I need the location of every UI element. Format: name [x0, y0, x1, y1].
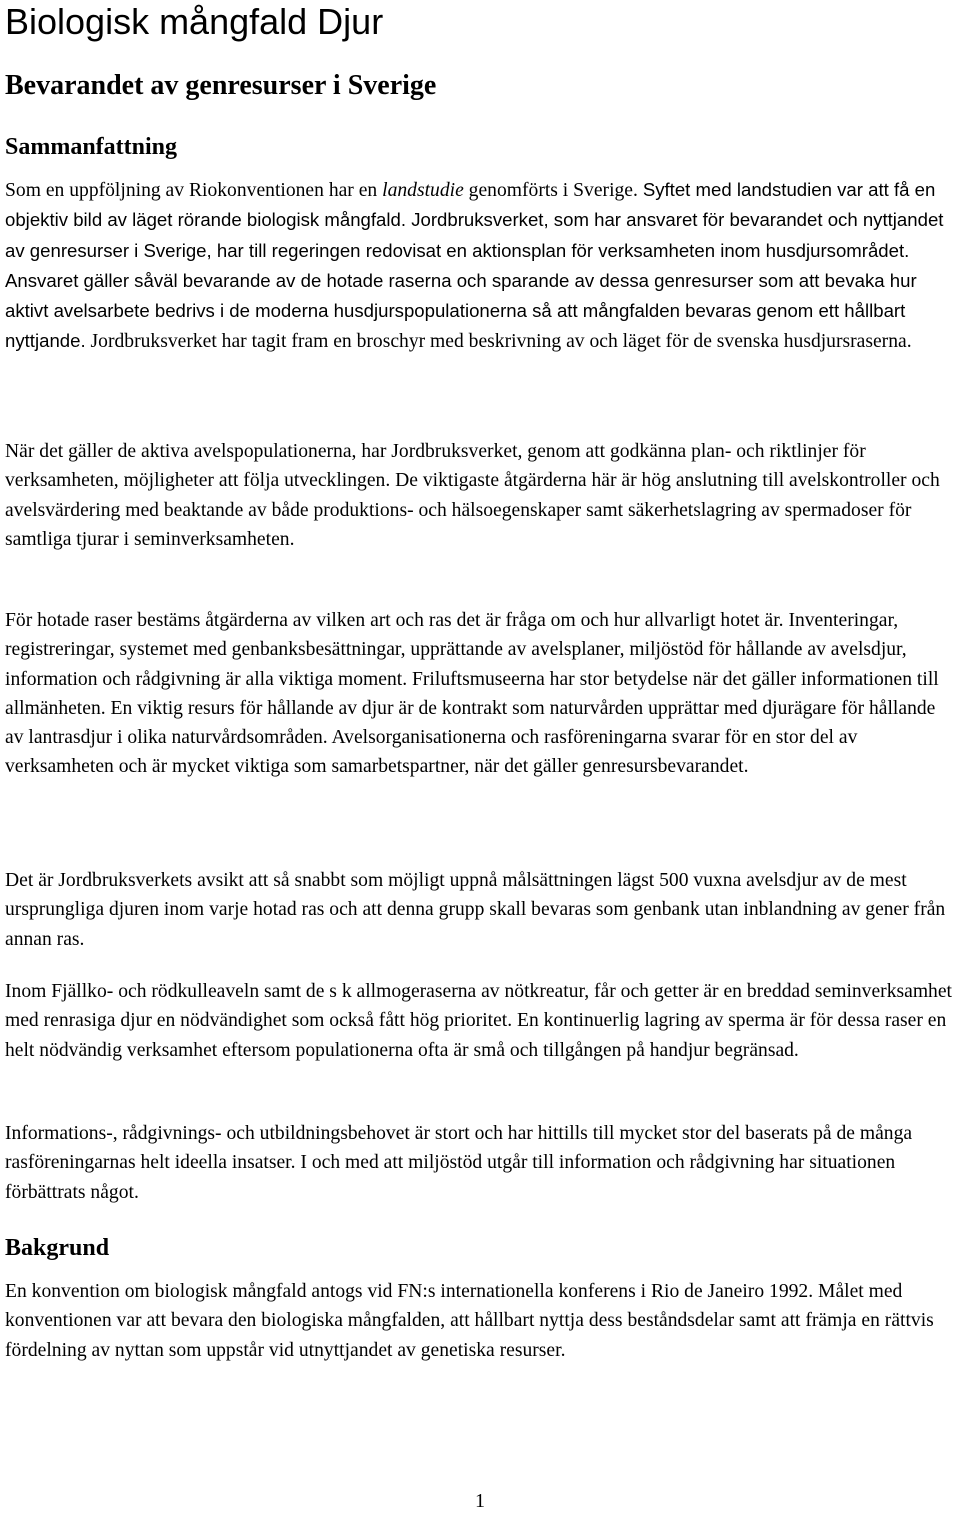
paragraph-5: Inom Fjällko- och rödkulleaveln samt de s k allmogeraserna av nötkreatur, får och getter är en breddad seminverksamhet med renrasiga djur en nödvändighet som också fått hög prioritet. En kontinuerlig lagring av sperma är för dessa raser en helt nödvändig verksamhet eftersom populationerna ofta är små och tillgången på handjur begränsad. — [5, 981, 952, 1061]
paragraph-7: En konvention om biologisk mångfald antogs vid FN:s internationella konferens i Rio de Janeiro 1992. Målet med konventionen var att bevara den biologiska mångfalden, att hållbart nyttja dess beståndsdelar samt att främja en rättvis fördelning av nyttan som uppstår vid utnyttjandet av genetiska resurser. — [5, 1281, 934, 1361]
p1-text-c: Syftet med landstudien var att få en objektiv bild av läget rörande biologisk mångfald. Jordbruksverket, som har ansvaret för bevarandet och nyttjandet av genresurser i Sverige, har till regeringen redovisat en aktionsplan för verksamheten inom husdjursområdet. Ansvaret gäller såväl bevarande av de hotade raserna och sparande av dessa genresurser som att bevaka hur aktivt avelsarbete bedrivs i de moderna husdjurspopulationerna så att mångfalden bevaras genom ett hållbart nyttjande. — [5, 179, 944, 352]
paragraph-6: Informations-, rådgivnings- och utbildningsbehovet är stort och har hittills till mycket stor del baserats på de många rasföreningarnas helt ideella insatser. I och med att miljöstöd utgår till information och rådgivning har situationen förbättrats något. — [5, 1123, 913, 1203]
p1-text-d: Jordbruksverket har tagit fram en broschyr med beskrivning av och läget för de svenska husdjursraserna. — [85, 331, 912, 353]
paragraph-3: För hotade raser bestäms åtgärderna av vilken art och ras det är fråga om och hur allvarligt hotet är. Inventeringar, registreringar, systemet med genbanksbesättningar, upprättande av avelsplaner, miljöstöd för hållande av avelsdjur, information och rådgivning är alla viktiga moment. Friluftsmuseerna har stor betydelse när det gäller informationen till allmänheten. En viktig resurs för hållande av djur är de kontrakt som naturvården upprättar med djurägare för hållande av lantrasdjur i olika naturvårdsområden. Avelsorganisationerna och rasföreningarna svarar för en stor del av verksamheten och är mycket viktiga som samarbetspartner, när det gäller genresursbevarandet. — [5, 610, 939, 778]
page-number: 1 — [475, 1490, 485, 1512]
paragraph-4: Det är Jordbruksverkets avsikt att så snabbt som möjligt uppnå målsättningen lägst 500 vuxna avelsdjur av de mest ursprungliga djuren inom varje hotad ras och att denna grupp skall bevaras som genbank utan inblandning av gener från annan ras. — [5, 870, 946, 950]
p1-text-b: genomförts i Sverige. — [463, 180, 643, 201]
paragraph-2: När det gäller de aktiva avelspopulationerna, har Jordbruksverket, genom att godkänna plan- och riktlinjer för verksamheten, möjligheter att följa utvecklingen. De viktigaste åtgärderna här är hög anslutning till avelskontroller och avelsvärdering med beaktande av både produktions- och hälsoegenskaper samt säkerhetslagring av spermadoser för samtliga tjurar i seminverksamheten. — [5, 441, 940, 550]
section-heading-bakgrund: Bakgrund — [5, 1235, 110, 1261]
document-title: Biologisk mångfald Djur — [5, 1, 384, 42]
paragraph-1 — [5, 175, 957, 357]
document-subtitle: Bevarandet av genresurser i Sverige — [5, 70, 437, 101]
p1-text-a: Som en uppföljning av Riokonventionen har en — [5, 180, 383, 201]
p1-italic-landstudie: landstudie — [382, 180, 464, 201]
section-heading-sammanfattning: Sammanfattning — [5, 134, 178, 160]
